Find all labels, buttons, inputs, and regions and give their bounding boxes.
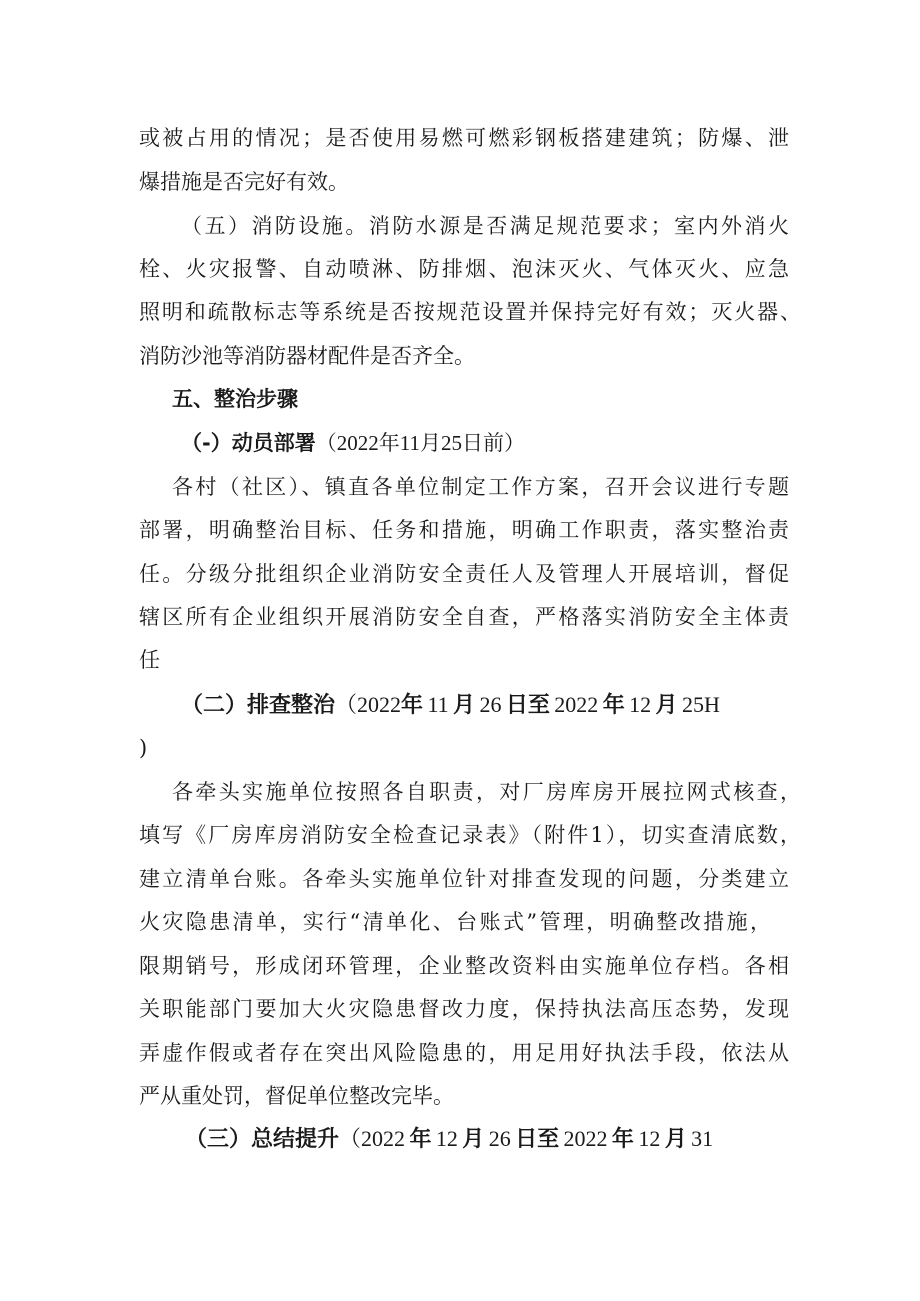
section-heading: 五、整治步骤 <box>172 387 298 411</box>
paragraph-line: ) <box>139 736 148 760</box>
paragraph-line: 填写《厂房库房消防安全检查记录表》（附件1），切实查清底数， <box>139 823 801 847</box>
paragraph-line: 各牵头实施单位按照各自职责，对厂房库房开展拉网式核查， <box>172 780 801 804</box>
subsection-label: （二）排查整治 <box>181 693 336 718</box>
paragraph-line: 弄虚作假或者存在突出风险隐患的，用足用好执法手段，依法从 <box>139 1041 789 1065</box>
paragraph-line: 任 <box>139 648 160 672</box>
paragraph-line: （五）消防设施。消防水源是否满足规范要求；室内外消火 <box>181 214 789 238</box>
subsection-label: （三）总结提升 <box>185 1127 340 1152</box>
paragraph-line: 关职能部门要加大火灾隐患督改力度，保持执法高压态势，发现 <box>139 997 789 1021</box>
paragraph-line: 严从重处罚，督促单位整改完毕。 <box>139 1084 454 1108</box>
paragraph-line: 或被占用的情况；是否使用易燃可燃彩钢板搭建建筑；防爆、泄 <box>139 126 789 150</box>
paragraph-line: 照明和疏散标志等系统是否按规范设置并保持完好有效；灭火器、 <box>139 300 801 324</box>
paragraph-line: 限期销号，形成闭环管理，企业整改资料由实施单位存档。各相 <box>139 954 789 978</box>
paragraph-line: 爆措施是否完好有效。 <box>139 170 349 194</box>
subsection-heading <box>181 428 525 458</box>
subsection-heading: （三）总结提升（2022 年 12 月 26 日至 2022 年 12 月 31 <box>185 1126 714 1152</box>
paragraph-line: 各村（社区）、镇直各单位制定工作方案，召开会议进行专题 <box>172 475 789 499</box>
paragraph-line: 栓、火灾报警、自动喷淋、防排烟、泡沫灭火、气体灭火、应急 <box>139 257 789 281</box>
subsection-label: （-）动员部署 <box>181 431 316 455</box>
subsection-heading: （二）排查整治（2022年 11 月 26 日至 2022 年 12 月 25H <box>181 692 720 718</box>
paragraph-line: 辖区所有企业组织开展消防安全自查，严格落实消防安全主体责 <box>139 605 789 629</box>
paragraph-line: 火灾隐患清单，实行“清单化、台账式”管理，明确整改措施， <box>139 910 771 934</box>
paragraph-line: 部署，明确整治目标、任务和措施，明确工作职责，落实整治责 <box>139 518 789 542</box>
paragraph-line: 任。分级分批组织企业消防安全责任人及管理人开展培训，督促 <box>139 562 789 586</box>
subsection-date: （2022年11月25日前） <box>315 431 525 455</box>
paragraph-line: 建立清单台账。各牵头实施单位针对排查发现的问题，分类建立 <box>139 867 789 891</box>
paragraph-line: 消防沙池等消防器材配件是否齐全。 <box>139 344 475 368</box>
